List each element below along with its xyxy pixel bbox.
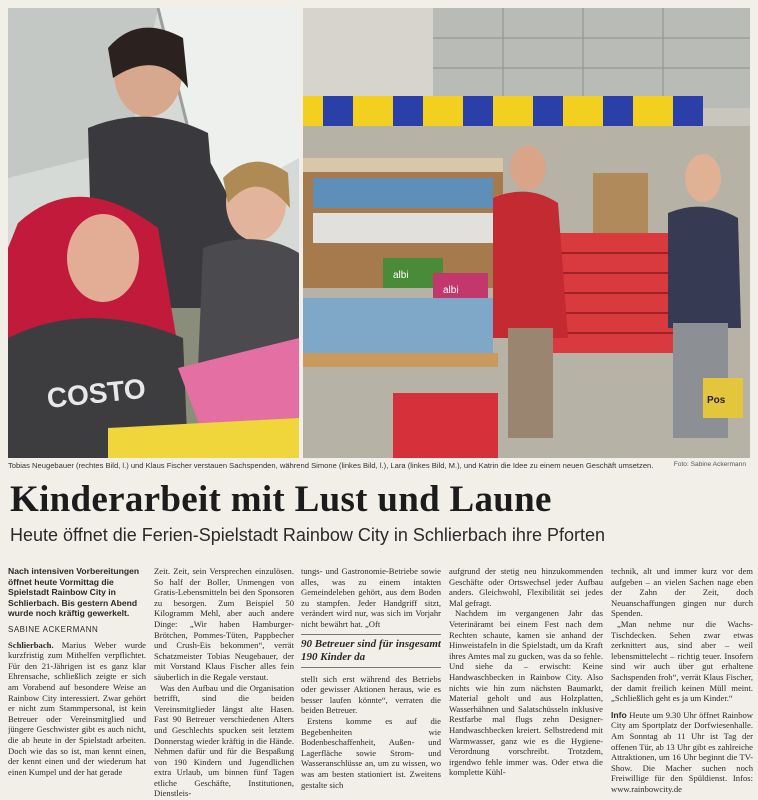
paragraph bbox=[8, 640, 146, 778]
box-label-albi: albi bbox=[393, 270, 409, 281]
dateline: Schlierbach. bbox=[8, 639, 54, 650]
box-label-albi-2: albi bbox=[443, 285, 459, 296]
photo-men-storing-donations bbox=[303, 8, 750, 458]
paragraph: tungs- und Gastronomie-Betriebe sowie alles, was zu einem intakten Gemeindeleben gehört, aus dem Boden zu stampfen. Jeder Handgriff sitzt, verändert wird nur, was sich im Vorjahr nicht bewährt hat. „Oft bbox=[301, 566, 441, 629]
paragraph: Zeit. Zeit, sein Versprechen einzulösen. So half der Boller, Unmengen von Gratis-Lebensmitteln bei den Sponsoren zu besorgen. Zum Beispiel 50 Kilogramm Mehl, aber auch andere Dinge: „Wir haben Hamburger-Brötchen, Pommes-Tüten, Pappbecher und Crush-Eis bekommen“, verrät Schatzmeister Tobias Neugebauer, der mit Vorstand Klaus Fischer alles fein säuberlich in die Regale verstaut. bbox=[154, 566, 294, 682]
paragraph: aufgrund der stetig neu hinzukommenden Geschäfte oder Ortswechsel jeder Aufbau anders. Gleichwohl, Flexibilität sei jedes Mal gefragt. bbox=[449, 566, 603, 608]
paragraph: stellt sich erst während des Betriebs oder gewisser Aktionen heraus, wie es besser laufen könnte“, verraten die beiden Betreuer. bbox=[301, 673, 441, 716]
paragraph: Erstens komme es auf die Begebenheiten wie Bodenbeschaffenheit, Außen- und Lagerfläche sowie Strom- und Wasseranschlüsse an, um zu wissen, wo was am besten stationiert ist. Zweitens gestalte sich bbox=[301, 715, 441, 790]
teaser: Nach intensiven Vorbereitungen öffnet heute Vormittag die Spielstadt Rainbow City in Schlierbach. Bis gestern Abend wurde noch kräftig gewerkelt. bbox=[8, 566, 140, 619]
post-sign-label: Pos bbox=[707, 395, 726, 406]
info-text: Heute um 9.30 Uhr öffnet Rainbow City am Sportplatz der Dorfwiesenhalle. Am Sonntag ab 11 Uhr ist Tag der offenen Tür, ab 13 Uhr gibt es zahlreiche Attraktionen, um 16 Uhr beginnt die TV-Show. Die Macher suchen noch Freiwillige für den Spüldienst. Infos: www.rainbowcity.de bbox=[611, 709, 753, 794]
subheadline: Heute öffnet die Ferien-Spielstadt Rainbow City in Schlierbach ihre Pforten bbox=[10, 525, 605, 545]
paragraph-text: Marius Weber wurde kurzfristig zum Mithelfen verpflichtet. Für den 21-Jährigen ist es ganz klar Ehrensache, schließlich zeigte er sich am Vorabend auf besondere Weise an Rainbow City interessiert. Zwar gehört er nicht zum Stammpersonal, ist kein Betreuer oder Vereinsmitglied und jüngere Geschwister gibt es auch nicht, die ab heute in der Spielstadt arbeiten. Doch wie das so ist, man kennt einen, der kennt einen und der wiederum hat einen Kumpel und der hat gerade bbox=[8, 639, 146, 777]
paragraph: „Man nehme nur die Wachs-Tischdecken. Sehen zwar etwas zerknittert aus, sind aber – weil lebensmittelecht – richtig teuer. Insofern sind wir auch über gut erhaltene Sachspenden froh“, verrät Klaus Fischer, der damit freilich keinen Müll meint. „Schließlich geht es ja um Kinder.“ bbox=[611, 618, 753, 704]
article-column-5 bbox=[611, 566, 753, 798]
article-column-1 bbox=[8, 566, 146, 798]
info-label: Info bbox=[611, 709, 627, 720]
photo-credit: Foto: Sabine Ackermann bbox=[673, 461, 746, 468]
article-column-2 bbox=[154, 566, 294, 798]
info-box bbox=[611, 710, 753, 795]
photo-caption bbox=[8, 461, 752, 470]
caption-text: Tobias Neugebauer (rechtes Bild, l.) und Klaus Fischer verstauen Sachspenden, während Simone (linkes Bild, l.), Lara (linkes Bild, M.), und Katrin die Idee zu einem neuen Geschäft umsetzen. bbox=[8, 461, 654, 470]
paragraph: Nachdem im vergangenen Jahr das Veterinäramt bei einem Fest nach dem Rechten schaute, kamen sie anhand der Hinweistafeln in die Spielstadt, um da Kraft ihres Amtes mal zu gucken, was da so fehle. Und siehe da – erwischt: Keine Handwaschbecken in Rainbow City. Also nichts wie hin zum nächsten Baumarkt, Material geholt und aus Holzplatten, Wasserhähnen und Salatschüsseln inklusive Restfarbe mal flugs zehn Designer-Handwaschbecken kreiert. Selbstredend mit Warmwasser, ganz wie es die Hygiene-Verordnung vorschreibt. Trotzdem, irgendwo fehle immer was. Oder etwa die komplette Kühl- bbox=[449, 608, 603, 778]
headline: Kinderarbeit mit Lust und Laune bbox=[10, 479, 552, 520]
paragraph: technik, alt und immer kurz vor dem aufgeben – an vielen Sachen nage eben der Zahn der Zeit, doch Neuanschaffungen gingen nur durch Spenden. bbox=[611, 566, 753, 619]
shirt-print: COSTO bbox=[45, 372, 148, 414]
author: SABINE ACKERMANN bbox=[8, 624, 99, 634]
paragraph: Was den Aufbau und die Organisation betrifft, sind die beiden Vereinsmitglieder längst alte Hasen. Fast 90 Betreuer verschiedenen Alters und Geschlechts spucken seit letztem Donnerstag wieder kräftig in die Hände. Nehmen dafür und für die Bespaßung von 190 Kindern und Jugendlichen extra Urlaub, um binnen fünf Tagen etliche Geschäfte, Institutionen, Dienstleis- bbox=[154, 682, 294, 798]
article-column-3 bbox=[301, 566, 441, 798]
pull-quote: 90 Betreuer sind für insgesamt 190 Kinder da bbox=[301, 634, 441, 668]
photo-girls-working bbox=[8, 8, 299, 458]
article-column-4 bbox=[449, 566, 603, 798]
